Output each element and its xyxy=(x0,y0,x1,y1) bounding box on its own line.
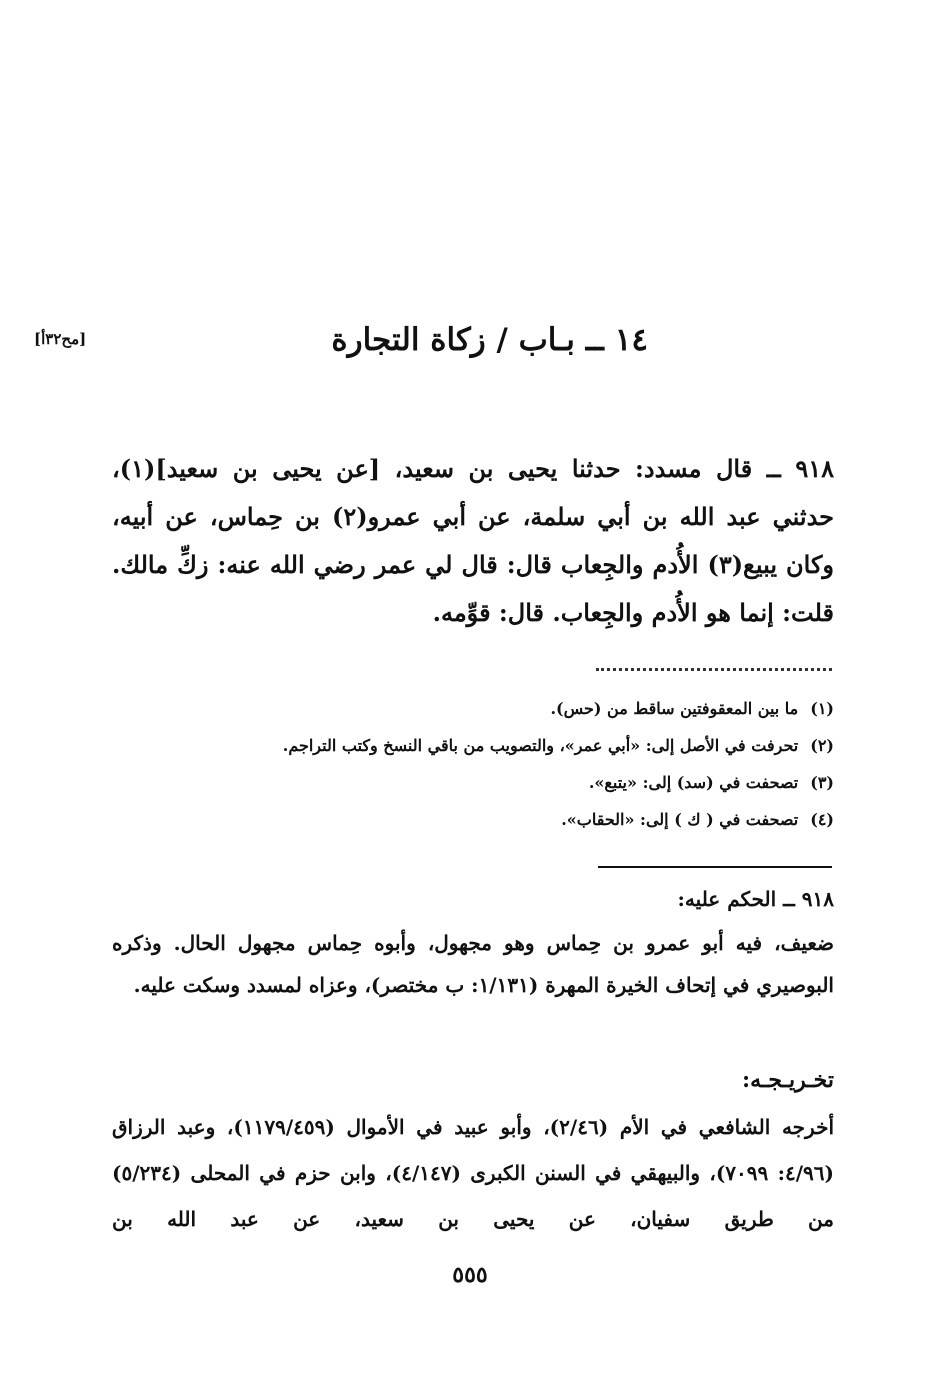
ruling-text-block xyxy=(112,922,834,1006)
footnote-number: (١) xyxy=(810,699,834,718)
dotted-separator xyxy=(596,668,832,671)
footnote-item xyxy=(114,727,834,764)
footnote-number: (٤) xyxy=(810,810,834,829)
footnote-item xyxy=(114,764,834,801)
footnote-item xyxy=(114,690,834,727)
ruling-text: ضعيف، فيه أبو عمرو بن حِماس وهو مجهول، وأبوه حِماس مجهول الحال. وذكره البوصيري في إتحاف الخيرة المهرة (١/١٣١: ب مختصر)، وعزاه لمسدد وسكت عليه. xyxy=(112,931,834,997)
takhrij-heading: تخـريـجـه: xyxy=(741,1067,834,1093)
chapter-title: ١٤ ــ بـاب / زكاة التجارة xyxy=(331,322,648,358)
ruling-heading: ٩١٨ ــ الحكم عليه: xyxy=(677,887,834,911)
manuscript-page-reference: [مح٣٢أ] xyxy=(34,330,87,348)
footnote-number: (٣) xyxy=(810,773,834,792)
footnote-text: تصحفت في ( ك ) إلى: «الحقاب». xyxy=(561,810,799,829)
footnote-item xyxy=(114,801,834,838)
footnotes-list xyxy=(114,690,834,838)
footnote-number: (٢) xyxy=(810,736,834,755)
takhrij-text-block xyxy=(112,1104,834,1242)
footnote-text: تحرفت في الأصل إلى: «أبي عمر»، والتصويب من باقي النسخ وكتب التراجم. xyxy=(282,736,799,755)
hadith-text: ٩١٨ ــ قال مسدد: حدثنا يحيى بن سعيد، [عن يحيى بن سعيد](١)، حدثني عبد الله بن أبي سلمة، عن أبي عمرو(٢) بن حِماس، عن أبيه، وكان يبيع(٣) الأُدم والجِعاب قال: قال لي عمر رضي الله عنه: زكِّ مالك. قلت: إنما هو الأُدم والجِعاب. قال: قوِّمه. xyxy=(112,454,835,627)
commentary-separator xyxy=(598,866,832,868)
footnote-text: تصحفت في (سد) إلى: «يتبع». xyxy=(588,773,799,792)
footnote-text: ما بين المعقوفتين ساقط من (حس). xyxy=(550,699,799,718)
takhrij-text: أخرجه الشافعي في الأم (٢/٤٦)، وأبو عبيد في الأموال (١١٧٩/٤٥٩)، وعبد الرزاق (٤/٩٦: ٧٠٩٩)، والبيهقي في السنن الكبرى (٤/١٤٧)، وابن حزم في المحلى (٥/٢٣٤) من طريق سفيان، عن يحيى بن سعيد، عن عبد الله بن xyxy=(112,1115,835,1231)
page-number: ٥٥٥ xyxy=(452,1262,488,1288)
hadith-text-block xyxy=(112,445,834,637)
